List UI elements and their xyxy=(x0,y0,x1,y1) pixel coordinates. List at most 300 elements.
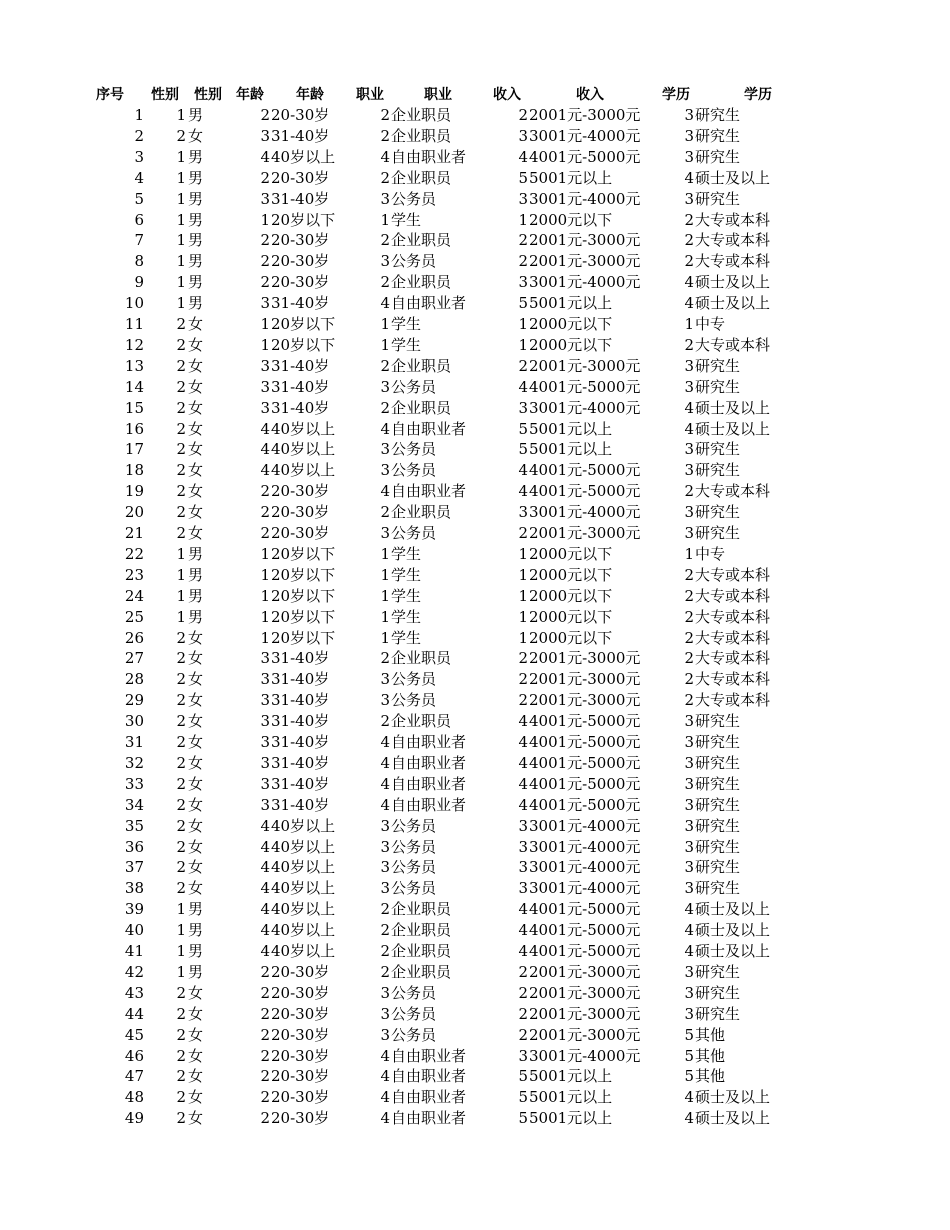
cell-gender-code: 1 xyxy=(176,586,186,605)
cell-gender: 女 xyxy=(188,1046,204,1065)
cell-age: 40岁以上 xyxy=(271,942,336,960)
cell-seq: 39 xyxy=(124,900,144,919)
cell-job: 公务员 xyxy=(391,816,437,835)
cell-job: 学生 xyxy=(391,335,422,354)
cell-edu-code: 2 xyxy=(684,210,694,229)
cell-edu-code: 4 xyxy=(684,419,694,438)
cell-gender-code: 1 xyxy=(176,544,186,563)
cell-edu: 大专或本科 xyxy=(695,482,771,501)
cell-job-code: 2 xyxy=(380,649,390,668)
cell-edu-code: 2 xyxy=(684,231,694,250)
cell-income: 2000元以下 xyxy=(529,210,613,229)
cell-age-code: 2 xyxy=(260,962,270,981)
cell-edu: 大专或本科 xyxy=(695,335,771,354)
cell-edu: 硕士及以上 xyxy=(695,942,771,960)
cell-job: 企业职员 xyxy=(391,273,452,292)
cell-job: 自由职业者 xyxy=(391,482,467,501)
cell-gender-code: 1 xyxy=(176,210,186,229)
cell-age: 20-30岁 xyxy=(271,524,330,542)
cell-job: 公务员 xyxy=(391,670,437,689)
cell-edu: 研究生 xyxy=(695,983,741,1002)
cell-gender-code: 1 xyxy=(176,147,186,166)
cell-age: 40岁以上 xyxy=(271,147,336,166)
table-row xyxy=(0,878,950,899)
table-row xyxy=(0,377,950,398)
cell-age-code: 3 xyxy=(260,733,270,751)
cell-job-code: 2 xyxy=(380,942,390,960)
cell-age: 20-30岁 xyxy=(271,1025,330,1044)
cell-gender: 女 xyxy=(188,733,204,751)
cell-income-code: 4 xyxy=(518,482,528,501)
cell-age-code: 1 xyxy=(260,315,270,333)
table-row xyxy=(0,837,950,858)
table-row xyxy=(0,648,950,669)
cell-job-code: 4 xyxy=(380,147,390,166)
cell-age-code: 2 xyxy=(260,983,270,1002)
cell-age: 31-40岁 xyxy=(271,126,330,145)
header-income: 收入 xyxy=(576,87,604,103)
cell-job-code: 2 xyxy=(380,231,390,250)
cell-gender: 男 xyxy=(188,607,204,626)
cell-edu-code: 2 xyxy=(684,252,694,271)
header-job-code: 职业 xyxy=(356,87,384,103)
cell-seq: 30 xyxy=(124,712,144,731)
cell-age: 31-40岁 xyxy=(271,774,330,793)
cell-edu: 中专 xyxy=(695,544,726,563)
cell-age-code: 3 xyxy=(260,356,270,375)
header-gender: 性别 xyxy=(194,87,222,103)
cell-job-code: 1 xyxy=(380,565,390,584)
cell-income-code: 1 xyxy=(518,544,528,563)
cell-edu: 大专或本科 xyxy=(695,586,771,605)
cell-income: 3001元-4000元 xyxy=(529,273,641,292)
cell-income-code: 4 xyxy=(518,712,528,731)
cell-income-code: 2 xyxy=(518,1004,528,1023)
cell-gender: 女 xyxy=(188,1025,204,1044)
cell-job-code: 2 xyxy=(380,106,390,124)
cell-gender: 女 xyxy=(188,816,204,835)
cell-income-code: 2 xyxy=(518,106,528,124)
cell-job-code: 2 xyxy=(380,962,390,981)
table-row xyxy=(0,1066,950,1087)
cell-gender-code: 2 xyxy=(176,482,186,501)
cell-age-code: 3 xyxy=(260,795,270,814)
cell-seq: 20 xyxy=(124,503,144,522)
cell-edu-code: 3 xyxy=(684,440,694,459)
cell-income: 4001元-5000元 xyxy=(529,942,641,960)
cell-income-code: 2 xyxy=(518,524,528,542)
cell-gender-code: 2 xyxy=(176,795,186,814)
cell-gender-code: 1 xyxy=(176,565,186,584)
cell-income: 2001元-3000元 xyxy=(529,691,641,710)
cell-age-code: 4 xyxy=(260,837,270,856)
cell-job: 公务员 xyxy=(391,1025,437,1044)
cell-edu-code: 3 xyxy=(684,816,694,835)
cell-age: 40岁以上 xyxy=(271,858,336,877)
cell-income: 2001元-3000元 xyxy=(529,1025,641,1044)
cell-job-code: 4 xyxy=(380,419,390,438)
cell-income-code: 1 xyxy=(518,607,528,626)
cell-edu-code: 3 xyxy=(684,774,694,793)
cell-job: 公务员 xyxy=(391,440,437,459)
cell-gender-code: 2 xyxy=(176,524,186,542)
cell-age: 20-30岁 xyxy=(271,168,330,187)
table-row xyxy=(0,398,950,419)
cell-job-code: 2 xyxy=(380,356,390,375)
cell-gender: 男 xyxy=(188,252,204,271)
cell-job-code: 4 xyxy=(380,733,390,751)
cell-income-code: 3 xyxy=(518,879,528,898)
cell-age: 31-40岁 xyxy=(271,356,330,375)
cell-job: 自由职业者 xyxy=(391,147,467,166)
cell-edu: 硕士及以上 xyxy=(695,398,771,417)
cell-edu: 研究生 xyxy=(695,816,741,835)
cell-edu-code: 3 xyxy=(684,377,694,396)
cell-income: 4001元-5000元 xyxy=(529,461,641,480)
cell-edu-code: 5 xyxy=(684,1025,694,1044)
header-age: 年龄 xyxy=(296,87,324,103)
cell-job-code: 3 xyxy=(380,461,390,480)
cell-edu: 研究生 xyxy=(695,795,741,814)
cell-age: 31-40岁 xyxy=(271,189,330,208)
cell-age-code: 4 xyxy=(260,921,270,940)
cell-seq: 36 xyxy=(124,837,144,856)
cell-income: 3001元-4000元 xyxy=(529,189,641,208)
cell-seq: 12 xyxy=(124,335,144,354)
cell-edu-code: 3 xyxy=(684,753,694,772)
header-job: 职业 xyxy=(424,87,452,103)
cell-age: 40岁以上 xyxy=(271,816,336,835)
cell-income-code: 1 xyxy=(518,565,528,584)
cell-gender: 男 xyxy=(188,147,204,166)
cell-seq: 10 xyxy=(124,294,144,313)
cell-job-code: 3 xyxy=(380,837,390,856)
table-row xyxy=(0,899,950,920)
cell-edu: 大专或本科 xyxy=(695,210,771,229)
cell-age-code: 4 xyxy=(260,419,270,438)
cell-edu: 大专或本科 xyxy=(695,565,771,584)
cell-edu-code: 3 xyxy=(684,503,694,522)
cell-seq: 16 xyxy=(124,419,144,438)
table-row xyxy=(0,983,950,1004)
cell-seq: 7 xyxy=(134,231,144,250)
cell-income-code: 2 xyxy=(518,962,528,981)
cell-age-code: 1 xyxy=(260,544,270,563)
cell-gender-code: 1 xyxy=(176,942,186,960)
cell-age-code: 1 xyxy=(260,565,270,584)
cell-seq: 9 xyxy=(134,273,144,292)
cell-gender: 女 xyxy=(188,858,204,877)
cell-income-code: 2 xyxy=(518,983,528,1002)
cell-job-code: 1 xyxy=(380,210,390,229)
cell-income: 4001元-5000元 xyxy=(529,712,641,731)
cell-edu: 硕士及以上 xyxy=(695,273,771,292)
cell-gender-code: 1 xyxy=(176,921,186,940)
cell-income-code: 4 xyxy=(518,733,528,751)
cell-seq: 13 xyxy=(124,356,144,375)
cell-job: 自由职业者 xyxy=(391,1109,467,1128)
cell-income: 4001元-5000元 xyxy=(529,377,641,396)
header-edu-code: 学历 xyxy=(662,87,690,103)
cell-seq: 38 xyxy=(124,879,144,898)
cell-edu-code: 4 xyxy=(684,1088,694,1107)
cell-edu-code: 3 xyxy=(684,461,694,480)
cell-income-code: 2 xyxy=(518,252,528,271)
cell-gender-code: 2 xyxy=(176,1109,186,1128)
cell-age-code: 3 xyxy=(260,294,270,313)
cell-gender: 女 xyxy=(188,795,204,814)
cell-gender: 女 xyxy=(188,315,204,333)
cell-gender-code: 2 xyxy=(176,461,186,480)
table-row xyxy=(0,168,950,189)
cell-job-code: 1 xyxy=(380,607,390,626)
cell-gender: 女 xyxy=(188,1109,204,1128)
cell-income: 2001元-3000元 xyxy=(529,106,641,124)
cell-edu-code: 3 xyxy=(684,962,694,981)
cell-seq: 4 xyxy=(134,168,144,187)
cell-age-code: 4 xyxy=(260,942,270,960)
table-row xyxy=(0,1025,950,1046)
cell-job-code: 1 xyxy=(380,335,390,354)
cell-seq: 40 xyxy=(124,921,144,940)
cell-edu: 硕士及以上 xyxy=(695,1109,771,1128)
cell-age-code: 4 xyxy=(260,147,270,166)
cell-gender-code: 2 xyxy=(176,398,186,417)
cell-income-code: 1 xyxy=(518,628,528,647)
cell-income: 3001元-4000元 xyxy=(529,837,641,856)
cell-age-code: 3 xyxy=(260,398,270,417)
cell-seq: 34 xyxy=(124,795,144,814)
cell-edu-code: 3 xyxy=(684,733,694,751)
cell-gender-code: 2 xyxy=(176,1046,186,1065)
cell-edu: 其他 xyxy=(695,1025,726,1044)
cell-age: 20岁以下 xyxy=(271,544,336,563)
cell-gender: 男 xyxy=(188,565,204,584)
cell-age: 20岁以下 xyxy=(271,315,336,333)
cell-job: 公务员 xyxy=(391,252,437,271)
cell-edu-code: 3 xyxy=(684,795,694,814)
cell-gender: 女 xyxy=(188,1004,204,1023)
cell-gender-code: 2 xyxy=(176,837,186,856)
cell-income-code: 1 xyxy=(518,210,528,229)
cell-income-code: 2 xyxy=(518,649,528,668)
cell-gender: 男 xyxy=(188,586,204,605)
cell-gender-code: 1 xyxy=(176,900,186,919)
cell-job-code: 4 xyxy=(380,795,390,814)
cell-job-code: 3 xyxy=(380,440,390,459)
cell-age: 31-40岁 xyxy=(271,712,330,731)
cell-job: 公务员 xyxy=(391,837,437,856)
cell-gender-code: 2 xyxy=(176,983,186,1002)
table-row xyxy=(0,502,950,523)
cell-gender: 男 xyxy=(188,168,204,187)
cell-job: 自由职业者 xyxy=(391,774,467,793)
cell-age-code: 2 xyxy=(260,1067,270,1086)
cell-gender: 女 xyxy=(188,126,204,145)
table-row xyxy=(0,1108,950,1129)
cell-income-code: 5 xyxy=(518,419,528,438)
cell-job-code: 2 xyxy=(380,921,390,940)
cell-gender: 女 xyxy=(188,335,204,354)
cell-seq: 32 xyxy=(124,753,144,772)
cell-job: 学生 xyxy=(391,544,422,563)
cell-job: 企业职员 xyxy=(391,649,452,668)
cell-edu: 其他 xyxy=(695,1067,726,1086)
header-income-code: 收入 xyxy=(493,87,521,103)
cell-edu: 研究生 xyxy=(695,1004,741,1023)
cell-edu-code: 2 xyxy=(684,482,694,501)
cell-edu: 研究生 xyxy=(695,962,741,981)
cell-edu-code: 2 xyxy=(684,586,694,605)
cell-edu-code: 4 xyxy=(684,1109,694,1128)
cell-age: 20岁以下 xyxy=(271,586,336,605)
cell-income: 2001元-3000元 xyxy=(529,670,641,689)
cell-edu: 研究生 xyxy=(695,503,741,522)
cell-income: 3001元-4000元 xyxy=(529,503,641,522)
cell-job-code: 4 xyxy=(380,1067,390,1086)
cell-gender: 女 xyxy=(188,356,204,375)
cell-age-code: 4 xyxy=(260,816,270,835)
cell-income: 4001元-5000元 xyxy=(529,147,641,166)
cell-job-code: 3 xyxy=(380,691,390,710)
cell-gender-code: 2 xyxy=(176,712,186,731)
cell-edu-code: 3 xyxy=(684,712,694,731)
cell-income: 4001元-5000元 xyxy=(529,774,641,793)
cell-edu: 研究生 xyxy=(695,461,741,480)
table-row xyxy=(0,460,950,481)
cell-income-code: 3 xyxy=(518,837,528,856)
cell-job-code: 4 xyxy=(380,482,390,501)
cell-job: 公务员 xyxy=(391,1004,437,1023)
cell-age: 20岁以下 xyxy=(271,565,336,584)
table-row xyxy=(0,1046,950,1067)
cell-age-code: 3 xyxy=(260,189,270,208)
cell-age-code: 4 xyxy=(260,461,270,480)
cell-age-code: 2 xyxy=(260,524,270,542)
cell-edu-code: 5 xyxy=(684,1067,694,1086)
table-row xyxy=(0,711,950,732)
cell-age: 20-30岁 xyxy=(271,1004,330,1023)
cell-income-code: 3 xyxy=(518,858,528,877)
cell-edu: 大专或本科 xyxy=(695,691,771,710)
cell-gender: 女 xyxy=(188,753,204,772)
cell-edu: 研究生 xyxy=(695,126,741,145)
cell-gender-code: 1 xyxy=(176,294,186,313)
cell-age: 40岁以上 xyxy=(271,440,336,459)
cell-gender: 女 xyxy=(188,670,204,689)
table-row xyxy=(0,126,950,147)
cell-edu-code: 4 xyxy=(684,168,694,187)
cell-seq: 25 xyxy=(124,607,144,626)
cell-income: 4001元-5000元 xyxy=(529,900,641,919)
cell-gender: 男 xyxy=(188,942,204,960)
table-row xyxy=(0,941,950,962)
cell-gender-code: 2 xyxy=(176,377,186,396)
cell-job-code: 1 xyxy=(380,628,390,647)
cell-gender-code: 1 xyxy=(176,252,186,271)
cell-job: 企业职员 xyxy=(391,126,452,145)
cell-income: 3001元-4000元 xyxy=(529,816,641,835)
cell-job: 自由职业者 xyxy=(391,1088,467,1107)
cell-edu: 研究生 xyxy=(695,356,741,375)
cell-income: 5001元以上 xyxy=(529,168,613,187)
cell-age: 20岁以下 xyxy=(271,210,336,229)
cell-edu-code: 3 xyxy=(684,189,694,208)
cell-seq: 41 xyxy=(124,942,144,960)
cell-job: 公务员 xyxy=(391,524,437,542)
cell-income: 2000元以下 xyxy=(529,565,613,584)
cell-edu: 大专或本科 xyxy=(695,252,771,271)
cell-income-code: 5 xyxy=(518,440,528,459)
cell-income-code: 3 xyxy=(518,273,528,292)
cell-gender: 女 xyxy=(188,879,204,898)
cell-gender-code: 1 xyxy=(176,273,186,292)
cell-gender: 男 xyxy=(188,544,204,563)
cell-income-code: 5 xyxy=(518,1067,528,1086)
cell-gender-code: 1 xyxy=(176,231,186,250)
header-age-code: 年龄 xyxy=(236,87,264,103)
cell-edu: 硕士及以上 xyxy=(695,294,771,313)
cell-gender-code: 1 xyxy=(176,106,186,124)
cell-gender-code: 2 xyxy=(176,503,186,522)
cell-age-code: 2 xyxy=(260,273,270,292)
cell-job: 企业职员 xyxy=(391,921,452,940)
cell-seq: 8 xyxy=(134,252,144,271)
cell-income: 4001元-5000元 xyxy=(529,733,641,751)
cell-age: 31-40岁 xyxy=(271,733,330,751)
cell-income-code: 3 xyxy=(518,503,528,522)
cell-income-code: 4 xyxy=(518,377,528,396)
cell-edu-code: 4 xyxy=(684,273,694,292)
cell-job: 公务员 xyxy=(391,461,437,480)
cell-gender-code: 2 xyxy=(176,126,186,145)
cell-seq: 11 xyxy=(124,315,144,333)
cell-income: 4001元-5000元 xyxy=(529,753,641,772)
cell-age-code: 3 xyxy=(260,753,270,772)
cell-gender-code: 2 xyxy=(176,356,186,375)
cell-age: 40岁以上 xyxy=(271,900,336,919)
cell-gender: 女 xyxy=(188,503,204,522)
cell-income-code: 1 xyxy=(518,586,528,605)
cell-age-code: 3 xyxy=(260,691,270,710)
cell-income-code: 2 xyxy=(518,1025,528,1044)
header-row xyxy=(0,85,950,106)
cell-job-code: 3 xyxy=(380,670,390,689)
cell-job-code: 2 xyxy=(380,398,390,417)
cell-gender: 女 xyxy=(188,440,204,459)
cell-edu-code: 3 xyxy=(684,106,694,124)
cell-gender-code: 2 xyxy=(176,1088,186,1107)
cell-edu-code: 4 xyxy=(684,942,694,960)
cell-job-code: 3 xyxy=(380,524,390,542)
cell-age-code: 4 xyxy=(260,858,270,877)
cell-job: 自由职业者 xyxy=(391,1067,467,1086)
cell-job: 企业职员 xyxy=(391,942,452,960)
cell-gender-code: 2 xyxy=(176,670,186,689)
cell-seq: 37 xyxy=(124,858,144,877)
cell-age-code: 3 xyxy=(260,126,270,145)
cell-seq: 47 xyxy=(124,1067,144,1086)
cell-age: 31-40岁 xyxy=(271,294,330,313)
cell-age: 20-30岁 xyxy=(271,252,330,271)
cell-edu-code: 4 xyxy=(684,398,694,417)
cell-seq: 35 xyxy=(124,816,144,835)
cell-seq: 17 xyxy=(124,440,144,459)
cell-edu-code: 2 xyxy=(684,607,694,626)
cell-edu: 研究生 xyxy=(695,879,741,898)
cell-income: 4001元-5000元 xyxy=(529,482,641,501)
cell-job: 企业职员 xyxy=(391,712,452,731)
